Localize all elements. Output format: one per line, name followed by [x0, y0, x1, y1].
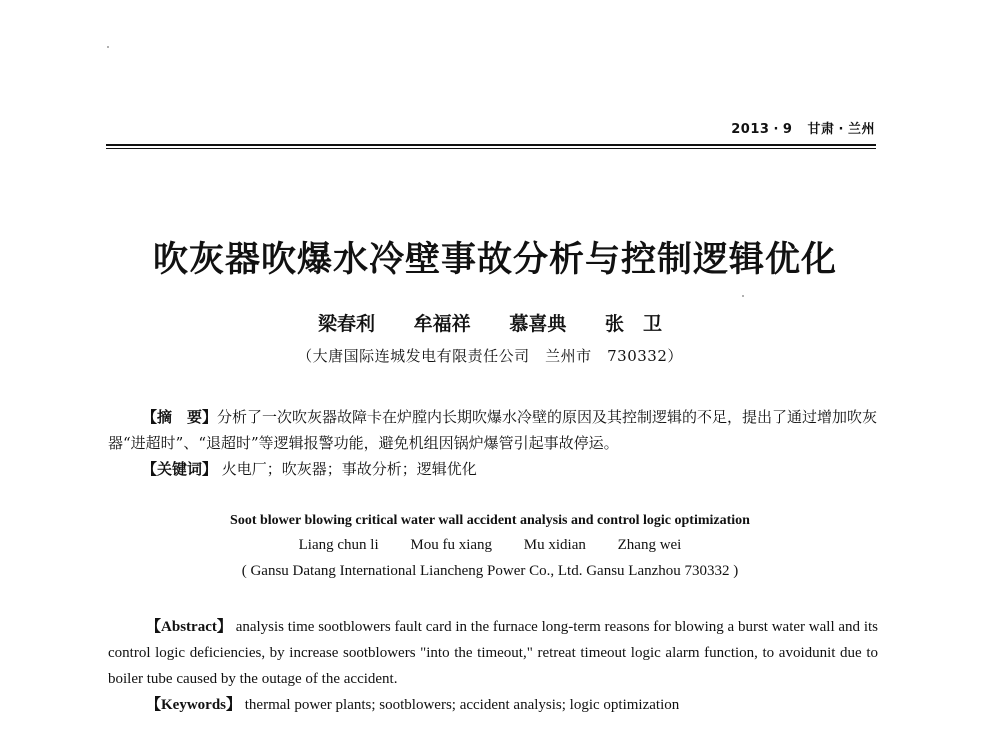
header-separator: · — [838, 122, 844, 137]
author-cn: 牟福祥 — [413, 313, 471, 335]
keywords-cn — [142, 456, 882, 482]
abstract-cn-text: 分析了一次吹灰器故障卡在炉膛内长期吹爆水冷壁的原因及其控制逻辑的不足，提出了通过增加吹灰器“进超时”、“退超时”等逻辑报警功能，避免机组因锅炉爆管引起事故停运。 — [108, 408, 878, 452]
author-en: Mu xidian — [523, 537, 586, 553]
keywords-en-text: thermal power plants; sootblowers; accident analysis; logic optimization — [244, 697, 680, 713]
affiliation-cn: （大唐国际连城发电有限责任公司 兰州市 730332） — [297, 347, 683, 365]
header-year: 2013 — [731, 122, 770, 137]
keywords-en — [146, 692, 886, 718]
keywords-en-label: 【Keywords】 — [146, 697, 241, 713]
paper-title-en: Soot blower blowing critical water wall accident analysis and control logic optimization — [230, 513, 750, 528]
header-rule-thin — [106, 148, 876, 149]
author-cn: 张 卫 — [604, 313, 662, 335]
author-en: Mou fu xiang — [410, 537, 493, 553]
abstract-en-label: 【Abstract】 — [146, 619, 232, 635]
author-en: Liang chun li — [298, 537, 379, 553]
affiliation-en: ( Gansu Datang International Liancheng Power Co., Ltd. Gansu Lanzhou 730332 ) — [241, 563, 739, 579]
author-en: Zhang wei — [617, 537, 682, 553]
header-separator: · — [773, 122, 779, 137]
header-issue: 9 — [782, 122, 793, 137]
author-cn: 梁春利 — [318, 313, 376, 335]
header-rule-thick — [106, 144, 876, 146]
header-city: 兰州 — [847, 122, 875, 137]
author-list-en — [0, 537, 980, 554]
author-cn: 慕喜典 — [509, 313, 567, 335]
scan-speck — [742, 295, 744, 297]
author-list-cn — [0, 309, 980, 336]
keywords-cn-label: 【关键词】 — [142, 460, 218, 478]
keywords-cn-text: 火电厂；吹灰器；事故分析；逻辑优化 — [221, 460, 477, 478]
paper-title-cn: 吹灰器吹爆水冷壁事故分析与控制逻辑优化 — [152, 240, 837, 280]
scan-speck — [107, 46, 109, 48]
running-header — [620, 118, 875, 137]
abstract-en — [108, 614, 878, 692]
abstract-en-text: analysis time sootblowers fault card in the furnace long-term reasons for blowing a burst water wall and its control logic deficiencies, by increase sootblowers "into the timeout," retreat timeout logic alarm function, to avoidunit due to boiler tube caused by the outage of the accident. — [108, 619, 879, 687]
abstract-cn-label: 【摘 要】 — [142, 408, 218, 426]
header-location: 甘肃 — [807, 122, 835, 137]
abstract-cn — [108, 404, 878, 456]
